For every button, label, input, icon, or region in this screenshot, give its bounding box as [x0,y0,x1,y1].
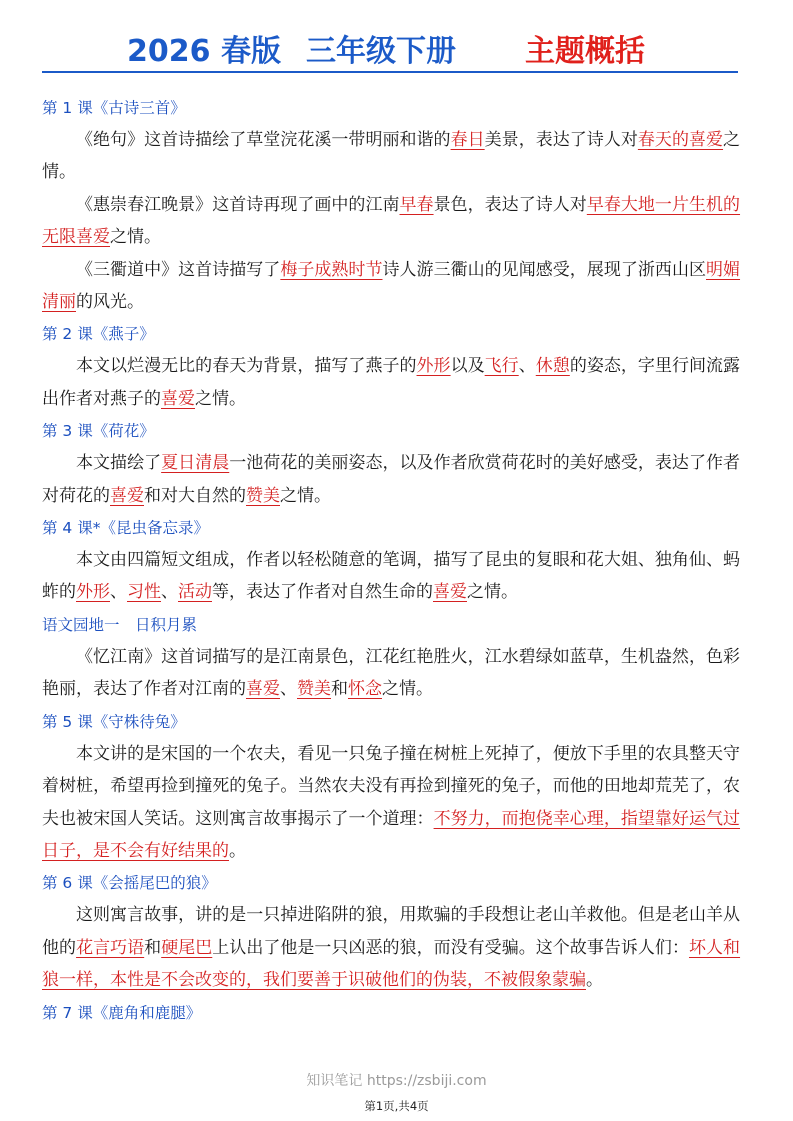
key-phrase: 喜爱 [110,485,144,506]
key-phrase: 飞行 [484,356,519,377]
title-divider [42,71,738,73]
paragraph-text: 和 [144,937,162,958]
paragraph-text: 等，表达了作者对自然生命的 [212,582,433,603]
key-phrase: 喜爱 [161,388,195,409]
paragraph-text: 之情。 [467,582,518,603]
lesson-paragraph [42,189,740,254]
paragraph-text: 美景，表达了诗人对 [484,130,638,150]
lesson-paragraph [42,738,740,868]
key-phrase: 习性 [127,582,161,603]
key-phrase: 喜爱 [433,582,467,603]
paragraph-text: 、 [110,582,127,603]
paragraph-text: 上认出了他是一只凶恶的狼，而没有受骗。这个故事告诉人们： [212,937,689,958]
title-edition: 2026 春版 [127,34,281,69]
page-number: 第1页,共4页 [364,1099,429,1113]
paragraph-text: 之情。 [42,130,741,183]
lesson-heading: 第 2 课《燕子》 [42,325,155,344]
paragraph-text: 诗人游三衢山的见闻感受，展现了浙西山区 [382,259,706,280]
paragraph-text: 之情。 [280,485,331,506]
key-phrase: 早春大地一片生机的无限喜爱 [42,194,741,248]
title-grade: 三年级下册 [306,34,456,69]
lesson-paragraph [42,544,740,609]
key-phrase: 赞美 [297,679,331,700]
lesson-heading: 第 6 课《会摇尾巴的狼》 [42,874,217,893]
paragraph-text: 本文描绘了 [76,453,162,474]
lesson-paragraph [42,447,740,512]
paragraph-text: 以及 [450,356,485,377]
paragraph-text: 景色，表达了诗人对 [433,194,587,215]
paragraph-text: 《忆江南》这首词描写的是江南景色，江花红艳胜火，江水碧绿如蓝草，生机盎然，色彩艳丽，表达了作者对江南的 [42,646,740,700]
paragraph-text: 本文讲的是宋国的一个农夫，看见一只兔子撞在树桩上死掉了，便放下手里的农具整天守着树桩，希望再捡到撞死的兔子。当然农夫没有再捡到撞死的兔子，而他的田地却荒芜了，农夫也被宋国人笑话。这则寓言故事揭示了一个道理： [42,743,740,829]
key-phrase: 外形 [416,356,451,377]
lesson-paragraph [42,124,740,189]
key-phrase: 活动 [178,582,212,603]
key-phrase: 夏日清晨 [161,453,230,474]
paragraph-text: 和对大自然的 [144,485,246,506]
paragraph-text: 的姿态，字里行间流露出作者对燕子的 [42,356,741,409]
paragraph-text: 《绝句》这首诗描绘了草堂浣花溪一带明丽和谐的 [76,130,451,150]
watermark: 知识笔记 https://zsbiji.com [306,1073,487,1089]
paragraph-text: 《惠崇春江晚景》这首诗再现了画中的江南 [76,194,400,215]
key-phrase: 休憩 [535,356,570,377]
key-phrase: 春日 [450,130,485,150]
key-phrase: 明媚清丽 [42,259,741,313]
paragraph-text: 《三衢道中》这首诗描写了 [76,259,281,280]
paragraph-text: 、 [161,582,178,603]
paragraph-text: 本文以烂漫无比的春天为背景，描写了燕子的 [76,356,417,377]
lesson-heading: 语文园地一 日积月累 [42,615,198,634]
lesson-heading: 第 1 课《古诗三首》 [42,99,186,117]
lesson-heading: 第 3 课《荷花》 [42,422,155,441]
paragraph-text: 之情。 [195,388,246,409]
paragraph-text: 、 [280,679,297,700]
lesson-paragraph [42,899,740,996]
key-phrase: 喜爱 [246,679,280,700]
lesson-heading: 第 4 课*《昆虫备忘录》 [42,519,209,538]
paragraph-text: 。 [229,840,246,861]
key-phrase: 硬尾巴 [161,937,213,958]
page-title [0,30,793,74]
key-phrase: 坏人和狼一样，本性是不会改变的，我们要善于识破他们的伪装，不被假象蒙骗 [42,937,741,991]
lesson-paragraph [42,350,740,415]
key-phrase: 不努力，而抱侥幸心理，指望靠好运气过日子，是不会有好结果的 [42,808,741,861]
key-phrase: 怀念 [348,679,382,700]
key-phrase: 梅子成熟时节 [280,259,383,280]
key-phrase: 早春 [399,194,434,215]
paragraph-text: 的风光。 [76,292,144,313]
lesson-heading: 第 7 课《鹿角和鹿腿》 [42,1003,202,1022]
paragraph-text: 、 [518,356,536,377]
key-phrase: 赞美 [246,485,280,506]
lesson-paragraph [42,641,740,706]
title-topic: 主题概括 [525,34,645,69]
paragraph-text: 本文由四篇短文组成，作者以轻松随意的笔调，描写了昆虫的复眼和花大姐、独角仙、蚂蚱的 [42,550,740,603]
paragraph-text: 之情。 [382,679,433,700]
lesson-paragraph [42,254,740,319]
paragraph-text: 。 [586,970,603,991]
paragraph-text: 这则寓言故事，讲的是一只掉进陷阱的狼，用欺骗的手段想让老山羊救他。但是老山羊从他的 [42,905,740,958]
lesson-heading: 第 5 课《守株待兔》 [42,712,186,731]
key-phrase: 春天的喜爱 [637,130,724,150]
paragraph-text: 和 [331,679,348,700]
paragraph-text: 之情。 [110,227,161,248]
key-phrase: 外形 [76,582,110,603]
paragraph-text: 一池荷花的美丽姿态，以及作者欣赏荷花时的美好感受，表达了作者对荷花的 [42,453,741,506]
key-phrase: 花言巧语 [76,937,145,958]
document-body [42,92,740,1029]
